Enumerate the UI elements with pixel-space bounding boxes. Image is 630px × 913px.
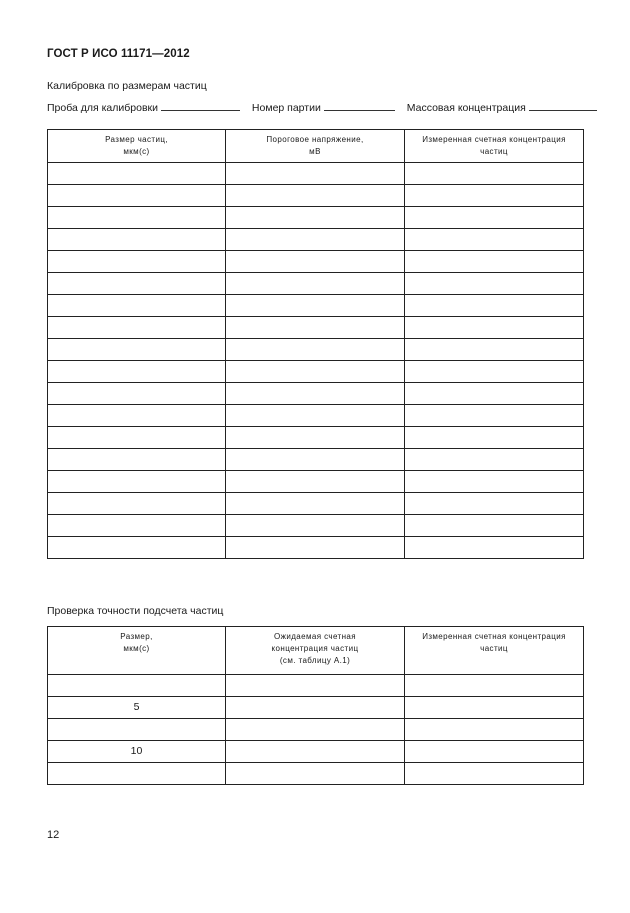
table-cell[interactable]: [48, 427, 226, 449]
table-cell[interactable]: [405, 537, 584, 559]
table-cell[interactable]: [48, 675, 226, 697]
table-cell[interactable]: [48, 163, 226, 185]
table-row: [48, 493, 584, 515]
page-number: 12: [47, 829, 60, 841]
table-cell[interactable]: [226, 383, 405, 405]
header-text: Измеренная счетная концентрация: [422, 632, 566, 641]
table-cell[interactable]: [48, 361, 226, 383]
table-cell[interactable]: [405, 427, 584, 449]
header-expected-concentration: [226, 627, 405, 675]
standard-id: ГОСТ Р ИСО 11171—2012: [47, 48, 190, 60]
table-cell[interactable]: [405, 493, 584, 515]
calibration-table: [47, 129, 584, 559]
table-row: [48, 295, 584, 317]
table-cell[interactable]: [226, 537, 405, 559]
table-row: [48, 719, 584, 741]
table-cell[interactable]: [48, 493, 226, 515]
table-cell[interactable]: [48, 273, 226, 295]
table-row: [48, 273, 584, 295]
table-row: [48, 361, 584, 383]
table-row: [48, 185, 584, 207]
table-cell[interactable]: [48, 207, 226, 229]
table-cell[interactable]: [48, 339, 226, 361]
table-row: [48, 427, 584, 449]
table-cell[interactable]: [226, 741, 405, 763]
table-row: [48, 383, 584, 405]
mass-conc-label: Массовая концентрация: [406, 102, 526, 114]
table-cell[interactable]: [405, 207, 584, 229]
table-cell[interactable]: [226, 697, 405, 719]
header-measured-concentration: [405, 627, 584, 675]
table-cell[interactable]: [48, 251, 226, 273]
header-text: Пороговое напряжение,: [266, 135, 364, 144]
table-cell[interactable]: [405, 163, 584, 185]
table-row: [48, 537, 584, 559]
header-text: мВ: [309, 147, 321, 156]
header-text: концентрация частиц: [271, 644, 359, 653]
table-cell[interactable]: [48, 515, 226, 537]
table-cell[interactable]: [48, 229, 226, 251]
table-cell[interactable]: [226, 185, 405, 207]
table-cell[interactable]: [405, 295, 584, 317]
table-cell[interactable]: [405, 185, 584, 207]
table-cell[interactable]: [48, 471, 226, 493]
header-text: частиц: [480, 644, 508, 653]
calibration-title: Калибровка по размерам частиц: [47, 80, 207, 92]
header-size: [48, 627, 226, 675]
sample-blank: [161, 101, 240, 111]
table-cell[interactable]: [226, 163, 405, 185]
header-text: Размер,: [120, 632, 153, 641]
header-text: (см. таблицу А.1): [279, 656, 351, 665]
table-cell[interactable]: [405, 251, 584, 273]
table-row: [48, 697, 584, 719]
header-particle-size: [48, 130, 226, 163]
table-row: [48, 675, 584, 697]
table-cell[interactable]: [226, 361, 405, 383]
table-cell[interactable]: [405, 339, 584, 361]
table-cell[interactable]: [226, 719, 405, 741]
table-cell[interactable]: [226, 405, 405, 427]
table-row: [48, 471, 584, 493]
verification-table: [47, 626, 584, 785]
table-cell[interactable]: [226, 763, 405, 785]
batch-blank: [324, 101, 395, 111]
table-cell[interactable]: [405, 317, 584, 339]
table-cell[interactable]: [48, 185, 226, 207]
verification-header-row: [48, 627, 584, 675]
table-row: [48, 449, 584, 471]
table-cell[interactable]: [405, 471, 584, 493]
table-row: [48, 251, 584, 273]
header-threshold-voltage: [226, 130, 405, 163]
table-cell[interactable]: [405, 449, 584, 471]
table-row: [48, 317, 584, 339]
batch-label: Номер партии: [251, 102, 321, 114]
table-cell[interactable]: [226, 515, 405, 537]
table-row: [48, 229, 584, 251]
table-cell[interactable]: [48, 449, 226, 471]
table-cell[interactable]: [48, 405, 226, 427]
header-text: мкм(с): [123, 644, 150, 653]
table-row: [48, 405, 584, 427]
table-cell[interactable]: [405, 405, 584, 427]
table-cell[interactable]: 5: [48, 697, 226, 719]
table-cell[interactable]: [226, 339, 405, 361]
header-text: Размер частиц,: [105, 135, 168, 144]
table-cell[interactable]: [226, 449, 405, 471]
calibration-header-row: [48, 130, 584, 163]
header-measured-concentration: [405, 130, 584, 163]
table-cell[interactable]: [48, 537, 226, 559]
table-cell[interactable]: [48, 719, 226, 741]
table-row: [48, 741, 584, 763]
header-text: частиц: [480, 147, 508, 156]
table-cell[interactable]: [405, 273, 584, 295]
table-cell[interactable]: [405, 741, 584, 763]
sample-label: Проба для калибровки: [47, 102, 158, 114]
mass-conc-blank: [529, 101, 597, 111]
table-cell[interactable]: [405, 697, 584, 719]
table-row: [48, 207, 584, 229]
table-cell[interactable]: [226, 229, 405, 251]
table-cell[interactable]: [226, 251, 405, 273]
table-cell[interactable]: [405, 229, 584, 251]
table-cell[interactable]: [405, 763, 584, 785]
table-cell[interactable]: [405, 719, 584, 741]
table-cell[interactable]: [226, 675, 405, 697]
header-text: Измеренная счетная концентрация: [422, 135, 566, 144]
calibration-fields: [47, 101, 587, 114]
table-cell[interactable]: [226, 207, 405, 229]
table-cell[interactable]: [405, 383, 584, 405]
table-cell[interactable]: [405, 515, 584, 537]
header-text: Ожидаемая счетная: [273, 632, 357, 641]
table-cell[interactable]: [405, 675, 584, 697]
table-cell[interactable]: [405, 361, 584, 383]
table-cell[interactable]: [48, 763, 226, 785]
table-cell[interactable]: [226, 295, 405, 317]
verification-title: Проверка точности подсчета частиц: [47, 605, 224, 617]
table-row: [48, 163, 584, 185]
table-cell[interactable]: [48, 383, 226, 405]
table-cell[interactable]: [226, 427, 405, 449]
table-cell[interactable]: [226, 471, 405, 493]
table-cell[interactable]: [226, 273, 405, 295]
table-cell[interactable]: [226, 317, 405, 339]
table-cell[interactable]: [226, 493, 405, 515]
table-cell[interactable]: 10: [48, 741, 226, 763]
table-row: [48, 339, 584, 361]
header-text: мкм(с): [123, 147, 150, 156]
table-cell[interactable]: [48, 317, 226, 339]
table-cell[interactable]: [48, 295, 226, 317]
table-row: [48, 763, 584, 785]
table-row: [48, 515, 584, 537]
